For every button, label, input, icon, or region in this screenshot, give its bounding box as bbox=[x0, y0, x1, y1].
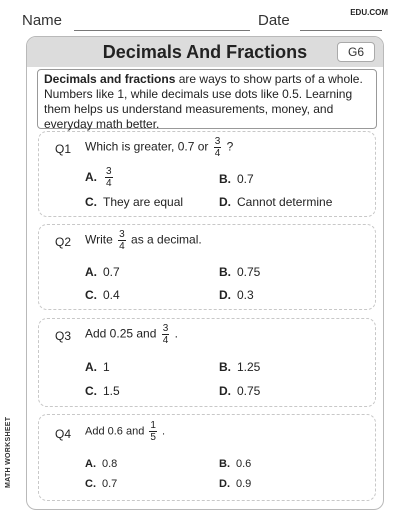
option-text: 0.7 bbox=[102, 478, 118, 490]
question-number: Q4 bbox=[55, 427, 72, 441]
question-number: Q1 bbox=[55, 142, 72, 156]
question-number: Q3 bbox=[55, 329, 72, 343]
option-letter: C. bbox=[85, 288, 97, 302]
option-text: 0.4 bbox=[103, 288, 120, 302]
option-text: Cannot determine bbox=[237, 195, 333, 209]
fraction-denominator: 4 bbox=[162, 335, 169, 346]
option-letter: A. bbox=[85, 169, 97, 184]
side-label: MATH WORKSHEET bbox=[5, 416, 12, 488]
fraction bbox=[149, 420, 157, 443]
worksheet bbox=[26, 36, 384, 510]
option-a[interactable] bbox=[85, 360, 110, 374]
option-text: 0.8 bbox=[102, 458, 118, 470]
option-letter: C. bbox=[85, 384, 97, 398]
question-text bbox=[85, 229, 202, 252]
option-a[interactable] bbox=[85, 458, 117, 470]
option-text: 1.25 bbox=[237, 360, 261, 374]
option-letter: B. bbox=[219, 265, 231, 279]
question-number: Q2 bbox=[55, 235, 72, 249]
fraction-denominator: 4 bbox=[214, 148, 221, 159]
question-text bbox=[85, 323, 178, 346]
intro-bold: Decimals and fractions bbox=[44, 72, 176, 86]
option-b[interactable] bbox=[219, 172, 254, 186]
option-text: 0.75 bbox=[237, 265, 261, 279]
fraction-numerator: 3 bbox=[162, 323, 169, 334]
question-card bbox=[38, 318, 376, 407]
question-text-post: as a decimal. bbox=[131, 232, 202, 247]
question-card bbox=[38, 131, 376, 217]
name-date-header bbox=[22, 12, 382, 34]
option-b[interactable] bbox=[219, 458, 251, 470]
fraction-numerator: 3 bbox=[119, 229, 125, 240]
fraction-numerator: 3 bbox=[106, 166, 112, 177]
question-text bbox=[85, 420, 165, 443]
fraction-numerator: 1 bbox=[150, 420, 156, 431]
fraction bbox=[162, 323, 170, 346]
option-d[interactable] bbox=[219, 478, 251, 490]
name-line bbox=[74, 30, 250, 31]
option-b[interactable] bbox=[219, 360, 260, 374]
date-label: Date bbox=[258, 12, 290, 29]
grade-badge: G6 bbox=[337, 42, 375, 62]
fraction-denominator: 5 bbox=[150, 432, 156, 443]
option-text: 0.6 bbox=[236, 458, 252, 470]
option-text: 0.3 bbox=[237, 288, 254, 302]
option-c[interactable] bbox=[85, 195, 183, 209]
option-letter: D. bbox=[219, 195, 231, 209]
question-text-post: ? bbox=[226, 139, 234, 154]
date-line bbox=[300, 30, 382, 31]
option-letter: C. bbox=[85, 478, 96, 490]
question-card bbox=[38, 414, 376, 501]
option-c[interactable] bbox=[85, 288, 120, 302]
question-text-pre: Which is greater, 0.7 or bbox=[85, 139, 209, 154]
intro-text: are ways to show parts of a whole. Numbers like 1, while decimals use dots like 0.5. Learning them helps us understand measurements, money, and everyday math better. bbox=[44, 72, 363, 131]
fraction bbox=[118, 229, 126, 252]
option-letter: D. bbox=[219, 478, 230, 490]
question-text-pre: Write bbox=[85, 232, 113, 247]
option-text: 1.5 bbox=[103, 384, 120, 398]
option-a[interactable] bbox=[85, 265, 120, 279]
question-text-post: . bbox=[162, 425, 166, 438]
question-text-pre: Add 0.25 and bbox=[85, 326, 157, 341]
name-label: Name bbox=[22, 12, 63, 29]
option-letter: D. bbox=[219, 288, 231, 302]
option-letter: D. bbox=[219, 384, 231, 398]
fraction-denominator: 4 bbox=[119, 241, 125, 252]
intro-box bbox=[37, 69, 377, 129]
option-letter: B. bbox=[219, 172, 231, 186]
brand-logo: EDU.COM bbox=[350, 8, 388, 17]
option-c[interactable] bbox=[85, 478, 117, 490]
option-c[interactable] bbox=[85, 384, 120, 398]
option-letter: A. bbox=[85, 360, 97, 374]
option-text: They are equal bbox=[103, 195, 184, 209]
option-text: 0.75 bbox=[237, 384, 261, 398]
question-text bbox=[85, 136, 233, 159]
fraction-denominator: 4 bbox=[106, 178, 112, 189]
question-text-post: . bbox=[174, 326, 178, 341]
option-text: 0.9 bbox=[236, 478, 252, 490]
option-b[interactable] bbox=[219, 265, 260, 279]
option-letter: B. bbox=[219, 458, 230, 470]
option-d[interactable] bbox=[219, 195, 332, 209]
option-d[interactable] bbox=[219, 384, 260, 398]
question-card bbox=[38, 224, 376, 310]
option-letter: B. bbox=[219, 360, 231, 374]
option-letter: C. bbox=[85, 195, 97, 209]
worksheet-title: Decimals And Fractions bbox=[102, 42, 308, 62]
option-letter: A. bbox=[85, 265, 97, 279]
option-a[interactable] bbox=[85, 166, 115, 189]
fraction-numerator: 3 bbox=[214, 136, 221, 147]
fraction bbox=[214, 136, 222, 159]
option-letter: A. bbox=[85, 458, 96, 470]
option-d[interactable] bbox=[219, 288, 254, 302]
question-text-pre: Add 0.6 and bbox=[85, 425, 145, 438]
option-text: 1 bbox=[103, 360, 110, 374]
fraction bbox=[105, 166, 113, 189]
option-text: 0.7 bbox=[103, 265, 120, 279]
option-text: 0.7 bbox=[237, 172, 254, 186]
title-bar bbox=[27, 37, 383, 67]
